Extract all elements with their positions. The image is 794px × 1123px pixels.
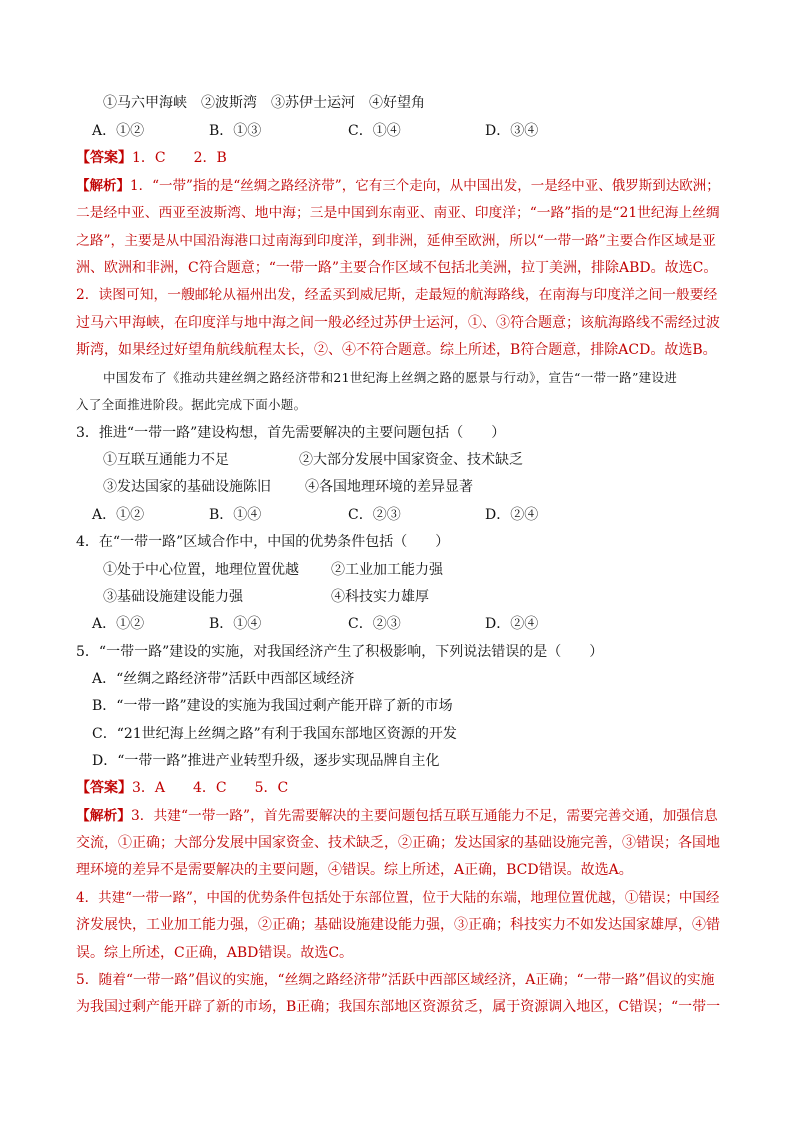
analysis-3-5-line-1: 【解析】3．共建“一带一路”，首先需要解决的主要问题包括互联互通能力不足，需要完善交通，加强信息 bbox=[76, 808, 718, 824]
q2-statements: ①马六甲海峡 ②波斯湾 ③苏伊士运河 ④好望角 bbox=[103, 95, 425, 111]
analysis-3-5-line-2: 交流，①正确；大部分发展中国家资金、技术缺乏，②正确；发达国家的基础设施完善，③错误；各国地 bbox=[76, 835, 720, 851]
q3-stem: 3．推进“一带一路”建设构想，首先需要解决的主要问题包括（ ） bbox=[76, 425, 506, 441]
q4-statement-1: ①处于中心位置，地理位置优越 bbox=[103, 562, 299, 578]
q3-option-c: C．②③ bbox=[348, 507, 401, 523]
q4-stem: 4．在“一带一路”区域合作中，中国的优势条件包括（ ） bbox=[76, 534, 450, 550]
q4-statement-2: ②工业加工能力强 bbox=[331, 562, 443, 578]
q3-option-d: D．②④ bbox=[485, 507, 539, 523]
q3-statement-2: ②大部分发展中国家资金、技术缺乏 bbox=[299, 452, 523, 468]
q3-options bbox=[92, 505, 538, 525]
analysis-3-5-line-8: 为我国过剩产能开辟了新的市场，B正确；我国东部地区资源贫乏，属于资源调入地区，C错误；“一带一 bbox=[76, 999, 721, 1015]
passage-line-1: 中国发布了《推动共建丝绸之路经济带和21世纪海上丝绸之路的愿景与行动》，宣告“一带一路”建设进 bbox=[103, 370, 678, 385]
passage-line-2: 入了全面推进阶段。据此完成下面小题。 bbox=[76, 397, 307, 412]
answer-text: 1．C 2．B bbox=[132, 150, 227, 166]
q5-option-a: A．“丝绸之路经济带”活跃中西部区域经济 bbox=[92, 671, 355, 687]
answer-tag: 【答案】 bbox=[76, 780, 132, 796]
q4-statement-3: ③基础设施建设能力强 bbox=[103, 589, 243, 605]
q4-statement-4: ④科技实力雄厚 bbox=[331, 589, 429, 605]
q4-option-d: D．②④ bbox=[485, 616, 539, 632]
q5-option-b: B．“一带一路”建设的实施为我国过剩产能开辟了新的市场 bbox=[92, 698, 453, 714]
q4-option-b: B．①④ bbox=[209, 616, 262, 632]
q4-option-c: C．②③ bbox=[348, 616, 401, 632]
q4-options bbox=[92, 614, 538, 634]
analysis-1-2-line-5: 2．读图可知，一艘邮轮从福州出发，经孟买到威尼斯，走最短的航海路线，在南海与印度洋之间一般要经 bbox=[76, 287, 718, 303]
analysis-tag: 【解析】 bbox=[76, 808, 132, 824]
analysis-3-5-line-6: 误。综上所述，C正确，ABD错误。故选C。 bbox=[76, 945, 354, 961]
analysis-tag: 【解析】 bbox=[76, 178, 130, 194]
answer-3-5 bbox=[76, 778, 288, 798]
q2-option-b: B．①③ bbox=[209, 123, 262, 139]
q3-statement-3: ③发达国家的基础设施陈旧 bbox=[103, 479, 271, 495]
answer-tag: 【答案】 bbox=[76, 150, 132, 166]
analysis-3-5-line-5: 济发展快，工业加工能力强，②正确；基础设施建设能力强，③正确；科技实力不如发达国家雄厚，④错 bbox=[76, 917, 720, 933]
q2-options bbox=[92, 121, 538, 141]
answer-1-2 bbox=[76, 148, 227, 168]
q5-option-d: D．“一带一路”推进产业转型升级，逐步实现品牌自主化 bbox=[92, 753, 440, 769]
q3-option-b: B．①④ bbox=[209, 507, 262, 523]
q2-option-a: A．①② bbox=[92, 123, 145, 139]
q4-option-a: A．①② bbox=[92, 616, 145, 632]
q3-statement-4: ④各国地理环境的差异显著 bbox=[305, 479, 473, 495]
q5-stem: 5．“一带一路”建设的实施，对我国经济产生了积极影响，下列说法错误的是（ ） bbox=[76, 644, 604, 660]
analysis-3-5-line-3: 理环境的差异不是需要解决的主要问题，④错误。综上所述，A正确，BCD错误。故选A。 bbox=[76, 862, 633, 878]
analysis-3-5-line-4: 4．共建“一带一路”，中国的优势条件包括处于东部位置，位于大陆的东端，地理位置优越，①错误；中国经 bbox=[76, 890, 720, 906]
q3-option-a: A．①② bbox=[92, 507, 145, 523]
analysis-3-5-line-7: 5．随着“一带一路”倡议的实施，“丝绸之路经济带”活跃中西部区域经济，A正确；“一带一路”倡议的实施 bbox=[76, 972, 715, 988]
analysis-1-2-line-6: 过马六甲海峡，在印度洋与地中海之间一般必经过苏伊士运河，①、③符合题意；该航海路线不需经过波 bbox=[76, 315, 720, 331]
analysis-1-2-line-1: 【解析】1．“一带”指的是“丝绸之路经济带”，它有三个走向，从中国出发，一是经中亚、俄罗斯到达欧洲； bbox=[76, 178, 720, 194]
analysis-1-2-line-4: 洲、欧洲和非洲，C符合题意；“一带一路”主要合作区域不包括北美洲，拉丁美洲，排除ABD。故选C。 bbox=[76, 260, 718, 276]
q2-option-c: C．①④ bbox=[348, 123, 401, 139]
q2-option-d: D．③④ bbox=[485, 123, 539, 139]
analysis-1-2-line-3: 之路”，主要是从中国沿海港口过南海到印度洋，到非洲，延伸至欧洲，所以“一带一路”主要合作区域是亚 bbox=[76, 233, 716, 249]
analysis-1-2-line-2: 二是经中亚、西亚至波斯湾、地中海；三是中国到东南亚、南亚、印度洋；“一路”指的是“21世纪海上丝绸 bbox=[76, 205, 720, 221]
q5-option-c: C．“21世纪海上丝绸之路”有利于我国东部地区资源的开发 bbox=[92, 726, 457, 742]
answer-text: 3．A 4．C 5．C bbox=[132, 780, 289, 796]
analysis-1-2-line-7: 斯湾，如果经过好望角航线航程太长，②、④不符合题意。综上所述，B符合题意，排除ACD。故选B。 bbox=[76, 342, 717, 358]
q3-statement-1: ①互联互通能力不足 bbox=[103, 452, 229, 468]
